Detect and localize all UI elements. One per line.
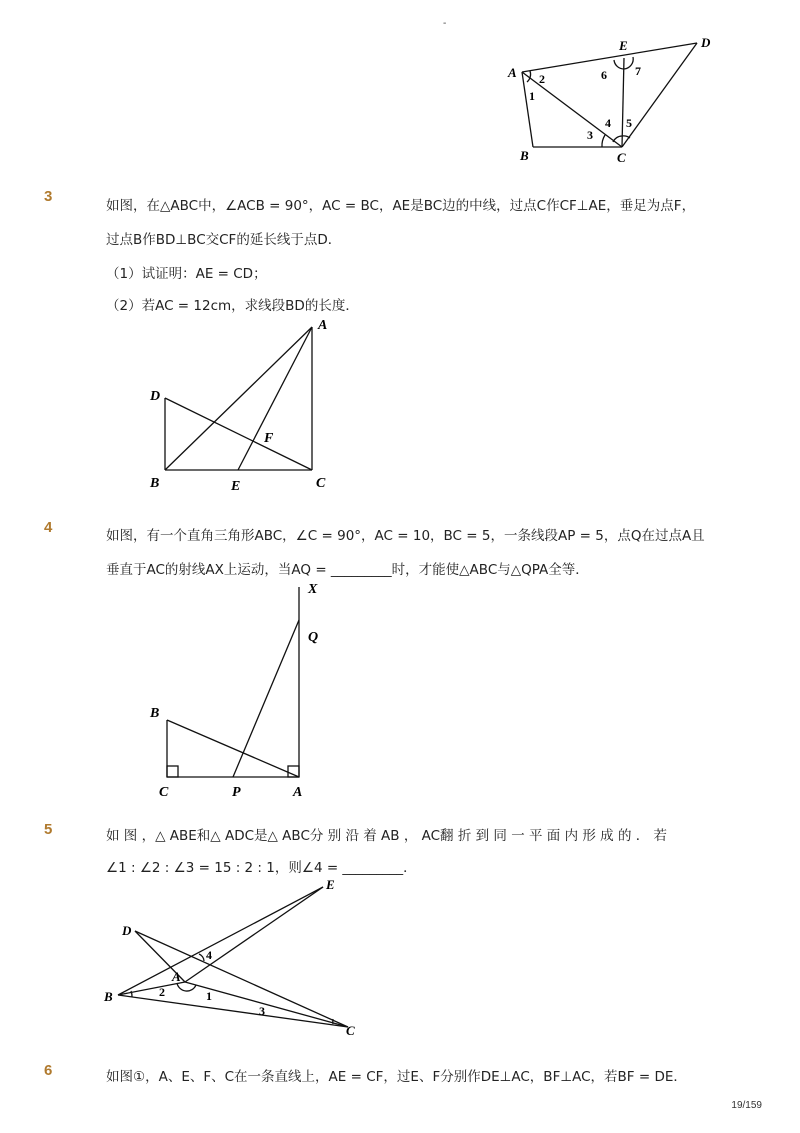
q4-text-line-1: 如图，有一个直角三角形ABC，∠C = 90°，AC = 10，BC = 5，一条线段AP = 5，点Q在过点A且 [106,528,705,544]
fig-top-label-e: E [619,38,628,53]
q5-fig-label-c: C [346,1023,355,1038]
q4-fig-label-q: Q [308,630,319,645]
q5-fig-label-a: A [172,969,181,984]
fig-top-angle-7: 7 [635,64,641,78]
fig-top-label-b: B [520,148,529,163]
q5-fig-angle-3: 3 [259,1004,265,1018]
q3-fig-label-e: E [231,479,241,494]
figure-quadrilateral [500,32,730,168]
q5-fig-label-e: E [326,877,335,892]
q5-fig-label-d: D [122,923,132,938]
q4-fig-label-a: A [293,785,303,800]
fig-top-label-d: D [701,35,711,50]
q3-fig-label-d: D [150,389,161,404]
q4-fig-label-b: B [150,706,160,721]
question-number-3: 3 [44,188,53,205]
q5-fig-label-b: B [104,989,113,1004]
q5-fig-angle-2: 2 [159,985,165,999]
page-number: 19/159 [731,1100,762,1111]
fig-top-angle-2: 2 [539,72,545,86]
q4-fig-label-x: X [308,582,318,597]
q3-fig-label-c: C [316,476,326,491]
figure-q5 [100,875,370,1040]
q4-fig-label-p: P [232,785,241,800]
q5-text-line-2: ∠1 : ∠2 : ∠3 = 15 : 2 : 1，则∠4 = _________． [106,860,417,876]
fig-top-angle-6: 6 [601,68,607,82]
figure-q3 [140,312,350,497]
q3-text-line-1: 如图，在△ABC中，∠ACB = 90°，AC = BC，AE是BC边的中线，过点C作CF⊥AE，垂足为点F， [106,198,696,214]
fig-top-angle-1: 1 [529,89,535,103]
question-number-5: 5 [44,821,53,838]
q6-text-line-1: 如图①，A、E、F、C在一条直线上，AE = CF，过E、F分别作DE⊥AC，BF⊥AC，若BF = DE． [106,1069,687,1085]
q5-fig-angle-1: 1 [206,989,212,1003]
fig-top-angle-5: 5 [626,116,632,130]
fig-top-label-a: A [508,65,517,80]
fig-top-label-c: C [617,150,626,165]
q4-fig-label-c: C [159,785,169,800]
q3-fig-label-b: B [150,476,160,491]
fig-top-angle-3: 3 [587,128,593,142]
question-number-4: 4 [44,519,53,536]
q3-text-line-4: （2）若AC = 12cm，求线段BD的长度． [106,298,359,314]
q3-fig-label-f: F [264,431,274,446]
figure-q4 [145,577,335,802]
q5-text-line-1: 如 图 ，△ ABE和△ ADC是△ ABC分 别 沿 着 AB ， AC翻 折 到 同 一 平 面 内 形 成 的 ． 若 [106,828,668,844]
q4-text-line-2: 垂直于AC的射线AX上运动，当AQ = _________时，才能使△ABC与△QPA全等． [106,562,589,578]
fig-top-angle-4: 4 [605,116,611,130]
q3-text-line-3: （1）试证明：AE = CD； [106,266,267,282]
question-number-6: 6 [44,1062,53,1079]
header-mark: - [443,18,447,29]
q5-fig-angle-4: 4 [206,948,212,962]
q3-text-line-2: 过点B作BD⊥BC交CF的延长线于点D． [106,232,342,248]
q3-fig-label-a: A [318,318,328,333]
